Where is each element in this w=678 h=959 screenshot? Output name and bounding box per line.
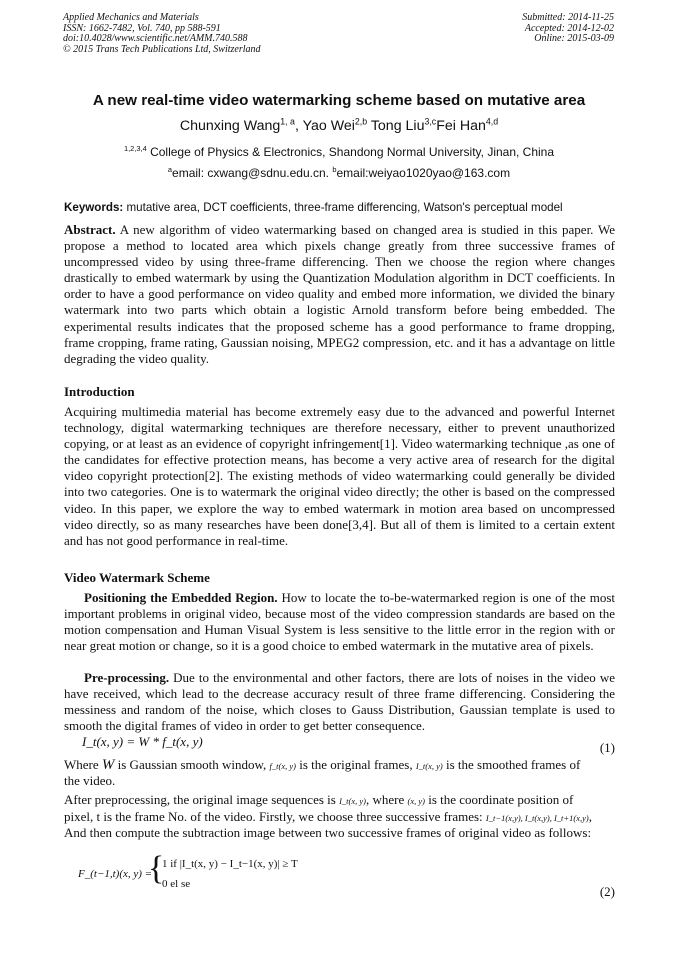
doi-line: doi:10.4028/www.scientific.net/AMM.740.588 [63,33,248,44]
equation-1: I_t(x, y) = W * f_t(x, y) [82,734,203,749]
issn-line: ISSN: 1662-7482, Vol. 740, pp 588-591 [63,22,221,34]
after-preprocessing-line: After preprocessing, the original image sequences is I_t(x, y), where (x, y) is the coordinate position of [64,792,574,807]
preprocessing-paragraph: Pre-processing. Due to the environmental and other factors, there are lots of noises in the video we have received, which lead to the decrease accuracy result of three frame differencing. Considering the messiness and random of the noise, which closes to Gauss Distribution, Gaussian template is used to smooth the digital frames of video in order to get better consequence. [64,670,616,734]
where-line-cont: the video. [64,773,116,788]
equation-2-brace: { [148,850,165,887]
copyright-line: © 2015 Trans Tech Publications Ltd, Switzerland [63,43,261,55]
paper-title: A new real-time video watermarking scheme based on mutative area [92,92,586,109]
where-line: Where W is Gaussian smooth window, f_t(x, y) is the original frames, I_t(x, y) is the smoothed frames of [64,757,581,773]
submitted-date: Submitted: 2014-11-25 [522,12,614,23]
email-a[interactable]: email: cxwang@sdnu.edu.cn. [172,166,329,180]
keywords: Keywords: mutative area, DCT coefficients, three-frame differencing, Watson's perceptual model [64,201,563,214]
equation-2-number: (2) [599,884,615,899]
dates-header [522,13,614,45]
introduction-paragraph: Acquiring multimedia material has become extremely easy due to the advanced and powerful Internet technology, digital watermarking techniques are therefore necessary, either to prevent unauthorized copying, or at least as an evidence of copyright infringement[1]. Video watermarking technique ,as one of the candidates for effective protection means, has become a very active area of research for the digital video copyright protection[2]. The existing methods of video watermarking could generally be divided into two categories. One is to watermark the original video directly; the other is based on the compressed video. In this paper, we explore the way to embed watermark in motion area based on uncompressed video directly, so as many researches have been done[3,4]. But all of them is limited to a certain extent and has not good performance in real-time. [64,404,615,548]
accepted-date: Accepted: 2014-12-02 [524,22,614,34]
equation-2-case-2: 0 el se [162,878,191,890]
pixel-line: pixel, t is the frame No. of the video. Firstly, we choose three successive frames: I_t−1(x,y), I_t(x,y), I_t+1(x,y), [64,809,592,824]
positioning-paragraph: Positioning the Embedded Region. How to locate the to-be-watermarked region is one of the most important problems in original video, because most of the video compression standards are based on the motion compensation and Human Visual System is less sensitive to the little error in the region with or near great motion or change, so it is a good choice to embed watermark in the mutative area of pixels. [64,590,616,654]
equation-2-lhs: F_(t−1,t)(x, y) = [78,868,153,880]
author-2: Yao Wei [302,118,355,134]
journal-name: Applied Mechanics and Materials [63,12,199,23]
author-1: Chunxing Wang [179,118,281,134]
section-heading-scheme: Video Watermark Scheme [64,570,210,585]
author-list: Chunxing Wang$^{1, a}$, Yao Wei$^{2,b}$ Tong Liu$^{3,c}$Fei Han$^{4,d}$ [179,116,499,134]
author-3: Tong Liu [370,118,425,134]
section-heading-introduction: Introduction [64,384,135,399]
abstract: Abstract. A new algorithm of video watermarking based on changed area is studied in this paper. We propose a method to located area which pixels change greatly from three successive frames of uncompressed video by using three-frame differencing. Then we choose the region where changes drastically to embed watermark by using the Quantization Modulation algorithm in DCT coefficients. In order to have a good performance on video quality and embed more information, we divided the binary watermark into two parts which obtain a logistic Arnold transform before being embedded. The experimental results indicates that the proposed scheme has a good performance to frame dropping, frame cropping, frame rating, Gaussian noising, MPEG2 compression, etc. and it has a advantage on little degrading the video quality. [64,222,615,366]
subtraction-line: And then compute the subtraction image between two successive frames of original video as follows: [64,825,592,840]
author-emails: $^a$email: cxwang@sdnu.edu.cn. $^b$email:weiyao1020yao@163.com [167,165,511,180]
journal-header [63,13,261,55]
affiliation: $^{1,2,3,4}$ College of Physics & Electronics, Shandong Normal University, Jinan, China [123,144,555,159]
email-b[interactable]: email:weiyao1020yao@163.com [336,166,511,180]
equation-1-number: (1) [599,740,615,755]
equation-2-case-1: 1 if |I_t(x, y) − I_t−1(x, y)| ≥ T [162,858,298,870]
author-4: Fei Han [436,118,486,134]
online-date: Online: 2015-03-09 [534,33,614,44]
